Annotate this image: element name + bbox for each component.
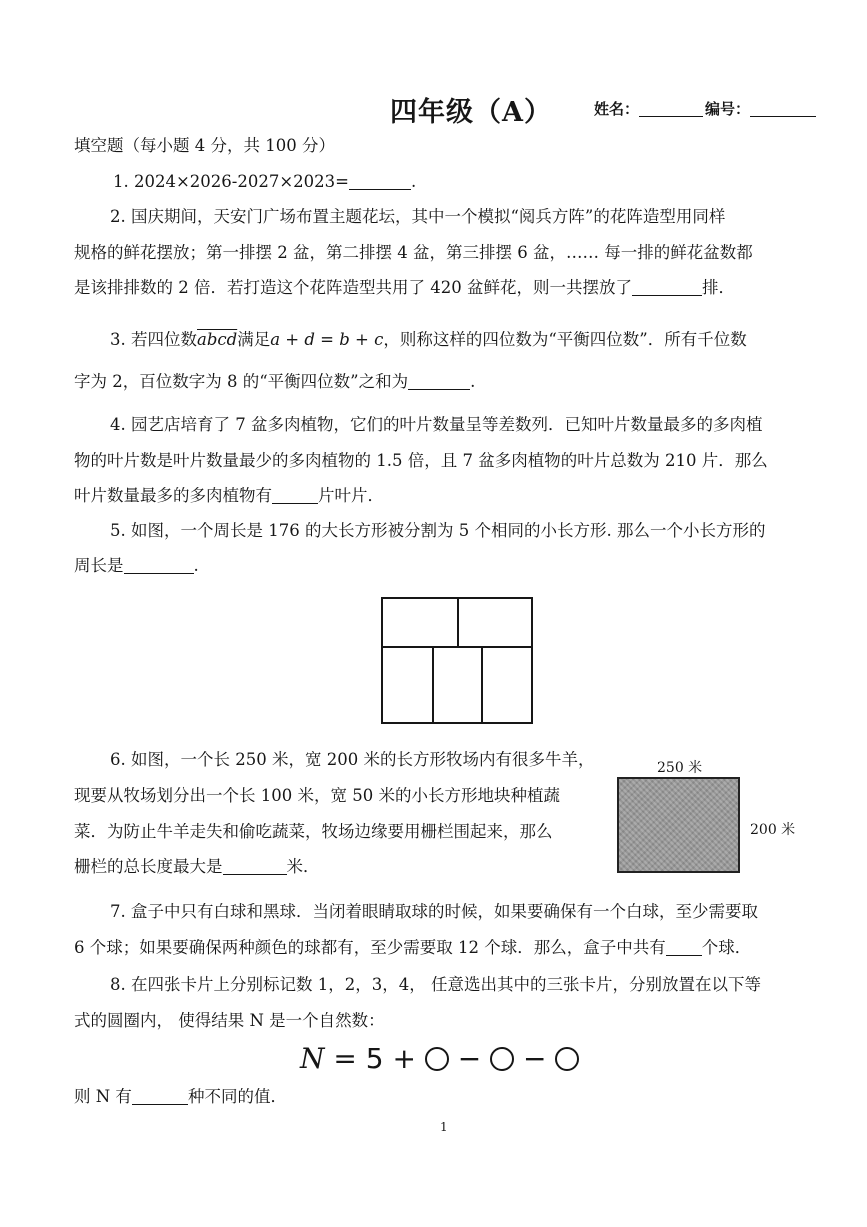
q5-text: 周长是 [74, 556, 124, 575]
q2-answer-blank [632, 279, 702, 296]
q8-tail: 种不同的值． [187, 1087, 287, 1106]
q1-text: 1. 2024×2026-2027×2023= [113, 172, 350, 191]
q2-tail: 排． [701, 278, 735, 297]
number-blank [750, 100, 816, 117]
pasture-height-label: 200 米 [750, 822, 796, 838]
equation-eq: = 5 + [333, 1042, 416, 1075]
q6-line-1: 6. 如图，一个长 250 米，宽 200 米的长方形牧场内有很多牛羊， [110, 750, 595, 769]
q7-answer-blank [666, 939, 702, 956]
q3-line-2 [74, 372, 475, 392]
pasture-width-label: 250 米 [657, 760, 703, 776]
q4-line-2: 物的叶片数是叶片数量最少的多肉植物的 1.5 倍，且 7 盆多肉植物的叶片总数为 210 片．那么 [74, 451, 768, 470]
circle-blank-2 [490, 1047, 514, 1071]
q6-answer-blank [223, 858, 287, 875]
section-heading: 填空题（每小题 4 分，共 100 分） [74, 136, 335, 155]
q3-suffix: ，则称这样的四位数为“平衡四位数”．所有千位数 [383, 330, 747, 349]
q8-text: 则 N 有 [74, 1087, 132, 1106]
q4-line-1: 4. 园艺店培育了 7 盆多肉植物，它们的叶片数量呈等差数列．已知叶片数量最多的多肉植 [110, 415, 763, 434]
equation-lhs: N [300, 1042, 325, 1075]
circle-blank-1 [425, 1047, 449, 1071]
q6-line-3: 菜．为防止牛羊走失和偷吃蔬菜，牧场边缘要用栅栏围起来，那么 [74, 822, 553, 841]
name-label: 姓名： [594, 100, 640, 118]
small-rect-bottom-2 [432, 646, 483, 724]
q5-answer-blank [124, 557, 194, 574]
q2-line-3 [74, 278, 735, 298]
q8-line-1: 8. 在四张卡片上分别标记数 1，2，3，4， 任意选出其中的三张卡片，分别放置在以下等 [110, 975, 761, 994]
question-1 [113, 172, 416, 192]
q6-tail: 米． [286, 857, 320, 876]
q4-tail: 片叶片． [318, 486, 384, 505]
q8-equation [300, 1042, 579, 1075]
equation-minus-1: − [457, 1042, 482, 1075]
q2-line-1: 2. 国庆期间，天安门广场布置主题花坛，其中一个模拟“阅兵方阵”的花阵造型用同样 [110, 207, 726, 226]
name-field [594, 98, 703, 119]
equation-minus-2: − [523, 1042, 547, 1075]
q4-text: 叶片数量最多的多肉植物有 [74, 486, 272, 505]
page-number: 1 [440, 1120, 448, 1134]
q1-answer-blank [349, 173, 411, 190]
pasture-image [617, 777, 740, 873]
small-rect-top-right [457, 597, 533, 648]
q5-figure [381, 597, 533, 724]
name-blank [639, 100, 703, 117]
small-rect-top-left [381, 597, 459, 648]
q2-text: 是该排排数的 2 倍．若打造这个花阵造型共用了 420 盆鲜花，则一共摆放了 [74, 278, 632, 297]
q7-text: 6 个球；如果要确保两种颜色的球都有，至少需要取 12 个球．那么，盒子中共有 [74, 938, 666, 957]
q6-line-4 [74, 857, 320, 877]
q8-line-2: 式的圆圈内， 使得结果 N 是一个自然数： [74, 1011, 385, 1030]
q6-line-2: 现要从牧场划分出一个长 100 米，宽 50 米的小长方形地块种植蔬 [74, 786, 560, 805]
q5-line-1: 5. 如图，一个周长是 176 的大长方形被分割为 5 个相同的小长方形. 那么一个小长方形的 [110, 521, 766, 540]
q6-text: 栅栏的总长度最大是 [74, 857, 223, 876]
q4-line-3 [74, 486, 384, 506]
q3-formula: a + d = b + c [270, 330, 384, 349]
q3-answer-blank [408, 373, 470, 390]
q3-overline-number: abcd [197, 330, 238, 349]
q1-tail: . [411, 172, 417, 191]
q7-line-1: 7. 盒子中只有白球和黑球．当闭着眼睛取球的时候，如果要确保有一个白球，至少需要取 [110, 902, 758, 921]
page-title: 四年级（A） [390, 97, 552, 128]
number-field [705, 98, 816, 119]
q7-tail: 个球． [701, 938, 752, 957]
q7-line-2 [74, 938, 751, 958]
q8-answer-blank [132, 1088, 188, 1105]
circle-blank-3 [555, 1047, 579, 1071]
q2-line-2: 规格的鲜花摆放；第一排摆 2 盆，第二排摆 4 盆，第三排摆 6 盆，…… 每一排的鲜花盆数都 [74, 243, 753, 262]
q3-prefix: 3. 若四位数 [110, 330, 197, 349]
small-rect-bottom-3 [481, 646, 533, 724]
q3-line-1 [110, 330, 747, 350]
q3-text: 字为 2，百位数字为 8 的“平衡四位数”之和为 [74, 372, 409, 391]
number-label: 编号： [705, 100, 751, 118]
q8-line-3 [74, 1087, 287, 1107]
q3-tail: . [470, 372, 476, 391]
q5-tail: . [193, 556, 199, 575]
small-rect-bottom-1 [381, 646, 434, 724]
q5-line-2 [74, 556, 199, 576]
q3-mid: 满足 [237, 330, 271, 349]
q4-answer-blank [272, 487, 318, 504]
